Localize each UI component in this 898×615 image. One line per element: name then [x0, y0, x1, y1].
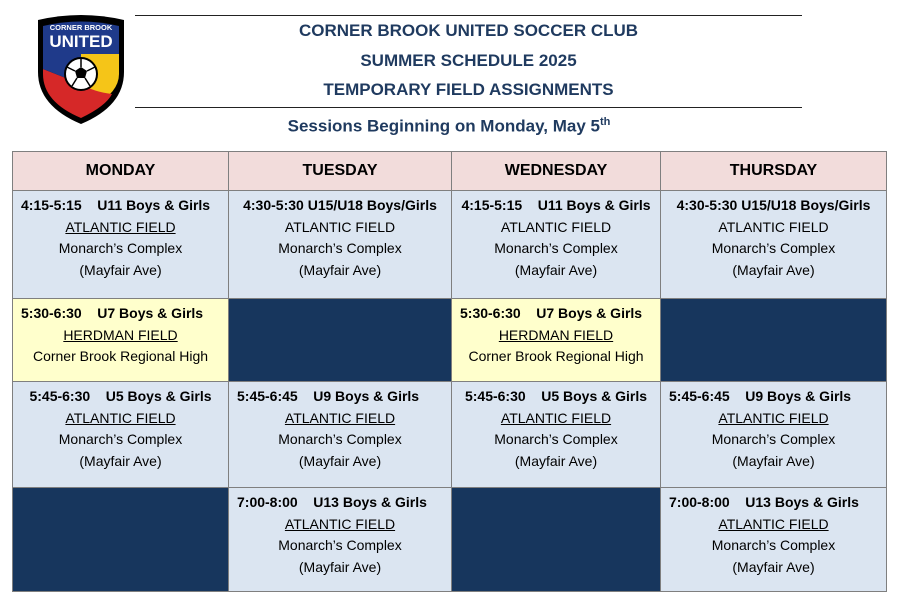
empty-cell — [229, 299, 452, 382]
session-time: 5:45-6:30 — [464, 388, 526, 404]
session-cell — [229, 191, 452, 299]
session-cell — [13, 191, 229, 299]
day-header-monday: MONDAY — [13, 152, 229, 191]
session-time: 4:30-5:30 — [676, 197, 738, 213]
session-street: (Mayfair Ave) — [298, 261, 382, 278]
empty-cell — [661, 299, 887, 382]
session-venue: Monarch’s Complex — [711, 537, 836, 553]
session-street: (Mayfair Ave) — [298, 452, 382, 469]
header-rule-top — [135, 15, 802, 16]
session-venue: Monarch’s Complex — [711, 431, 836, 447]
session-venue: Monarch’s Complex — [278, 537, 402, 553]
session-street: (Mayfair Ave) — [732, 558, 815, 575]
session-time: 4:15-5:15 — [461, 197, 523, 213]
session-field: ATLANTIC FIELD — [718, 515, 829, 532]
session-venue: Corner Brook Regional High — [468, 348, 644, 364]
empty-cell — [13, 488, 229, 592]
session-time: 5:30-6:30 — [460, 305, 521, 321]
session-group: U9 Boys & Girls — [313, 388, 420, 404]
session-group: U15/U18 Boys/Girls — [741, 197, 871, 213]
empty-cell — [452, 488, 661, 592]
session-time: 5:45-6:45 — [669, 388, 730, 404]
session-street: (Mayfair Ave) — [298, 558, 382, 575]
table-row — [13, 488, 887, 592]
session-field: ATLANTIC FIELD — [718, 218, 829, 235]
session-venue: Monarch’s Complex — [278, 431, 402, 447]
table-row — [13, 382, 887, 488]
session-venue: Monarch’s Complex — [58, 431, 183, 447]
session-group: U7 Boys & Girls — [97, 305, 204, 321]
session-group: U9 Boys & Girls — [745, 388, 852, 404]
session-cell — [661, 191, 887, 299]
session-time: 7:00-8:00 — [237, 494, 298, 510]
sessions-superscript: th — [599, 116, 611, 128]
logo-text-top: CORNER BROOK — [49, 23, 113, 32]
session-time: 5:30-6:30 — [21, 305, 82, 321]
session-venue: Monarch’s Complex — [494, 240, 618, 256]
session-time: 7:00-8:00 — [669, 494, 730, 510]
session-venue: Monarch’s Complex — [711, 240, 836, 256]
session-time: 5:45-6:30 — [29, 388, 91, 404]
day-header-thursday: THURSDAY — [661, 152, 887, 191]
session-cell — [452, 299, 661, 382]
session-field: ATLANTIC FIELD — [65, 218, 176, 235]
session-field: ATLANTIC FIELD — [500, 218, 612, 235]
session-time: 4:30-5:30 — [243, 197, 304, 213]
session-cell — [661, 488, 887, 592]
session-time: 5:45-6:45 — [237, 388, 298, 404]
header-rule-bottom — [135, 107, 802, 108]
session-cell — [229, 488, 452, 592]
session-field: ATLANTIC FIELD — [500, 409, 612, 426]
session-group: U13 Boys & Girls — [745, 494, 859, 510]
schedule-name: SUMMER SCHEDULE 2025 — [360, 51, 577, 70]
session-street: (Mayfair Ave) — [514, 452, 598, 469]
session-cell — [452, 191, 661, 299]
table-row — [13, 299, 887, 382]
sessions-heading — [0, 116, 898, 137]
session-field: ATLANTIC FIELD — [65, 409, 176, 426]
session-cell — [229, 382, 452, 488]
session-group: U7 Boys & Girls — [536, 305, 643, 321]
session-time: 4:15-5:15 — [21, 197, 82, 213]
schedule-table — [12, 151, 887, 592]
session-field: ATLANTIC FIELD — [284, 218, 396, 235]
session-venue: Monarch’s Complex — [278, 240, 402, 256]
session-field: ATLANTIC FIELD — [284, 409, 396, 426]
day-header-row — [13, 152, 887, 191]
session-venue: Monarch’s Complex — [58, 240, 183, 256]
session-street: (Mayfair Ave) — [732, 261, 815, 278]
session-cell — [13, 299, 229, 382]
day-header-wednesday: WEDNESDAY — [452, 152, 661, 191]
club-logo — [34, 14, 128, 126]
session-group: U5 Boys & Girls — [105, 388, 212, 404]
session-venue: Corner Brook Regional High — [32, 348, 209, 364]
logo-text-main: UNITED — [49, 32, 113, 51]
session-field: ATLANTIC FIELD — [718, 409, 829, 426]
session-group: U11 Boys & Girls — [97, 197, 211, 213]
day-header-tuesday: TUESDAY — [229, 152, 452, 191]
session-street: (Mayfair Ave) — [79, 261, 162, 278]
session-street: (Mayfair Ave) — [79, 452, 162, 469]
sessions-text: Sessions Beginning on Monday, May 5 — [287, 116, 600, 136]
session-street: (Mayfair Ave) — [514, 261, 598, 278]
session-cell — [13, 382, 229, 488]
session-group: U5 Boys & Girls — [541, 388, 648, 404]
session-cell — [661, 382, 887, 488]
assignments-title: TEMPORARY FIELD ASSIGNMENTS — [323, 80, 614, 99]
session-group: U13 Boys & Girls — [313, 494, 427, 510]
session-field: HERDMAN FIELD — [63, 326, 178, 343]
session-field: ATLANTIC FIELD — [284, 515, 396, 532]
session-cell — [452, 382, 661, 488]
session-group: U11 Boys & Girls — [537, 197, 651, 213]
club-name: CORNER BROOK UNITED SOCCER CLUB — [298, 21, 639, 40]
session-group: U15/U18 Boys/Girls — [307, 197, 437, 213]
session-field: HERDMAN FIELD — [498, 326, 614, 343]
session-street: (Mayfair Ave) — [732, 452, 815, 469]
session-venue: Monarch’s Complex — [494, 431, 618, 447]
table-row — [13, 191, 887, 299]
